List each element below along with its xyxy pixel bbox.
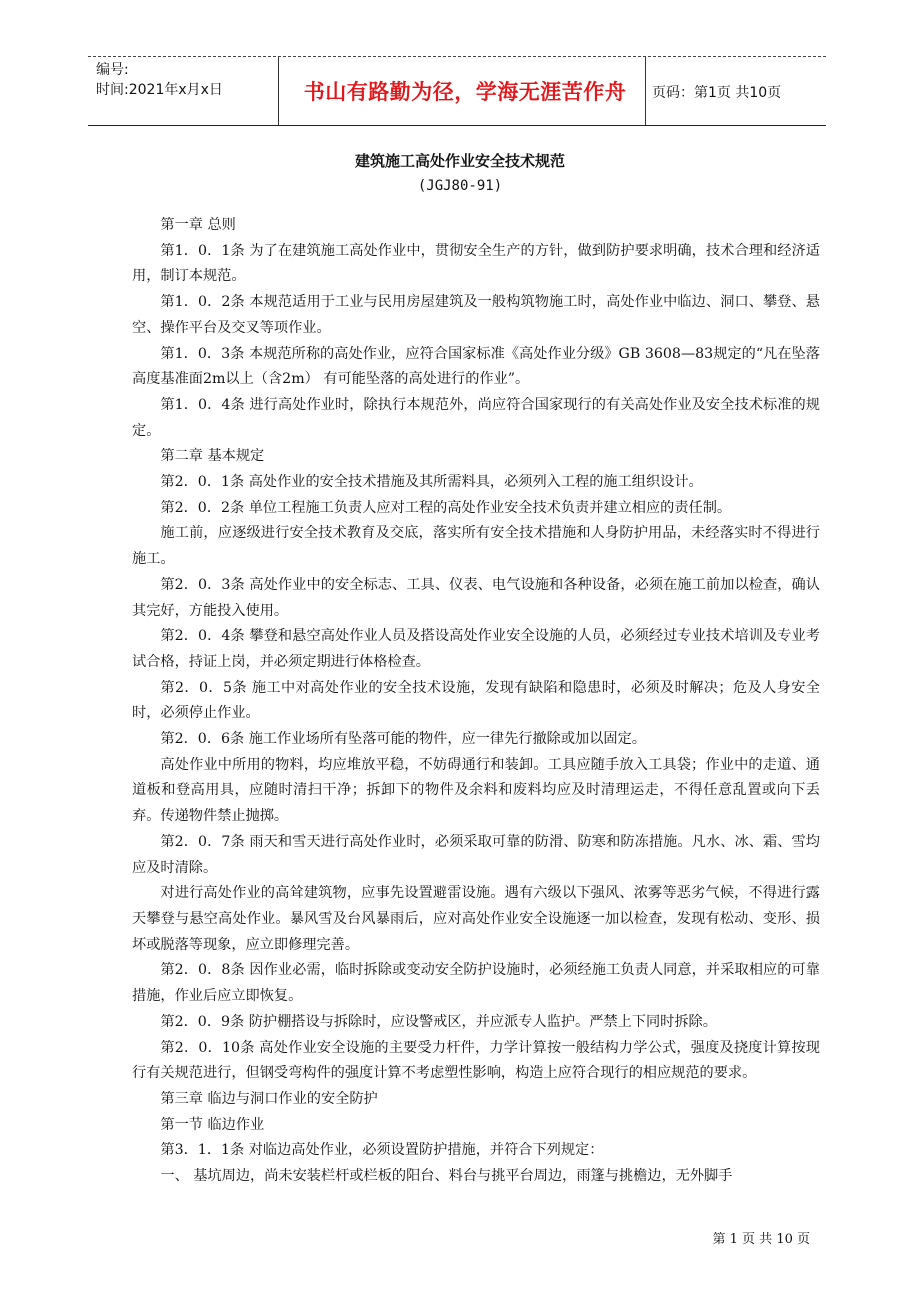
paragraph: 第2．0．9条 防护棚搭设与拆除时，应设警戒区，并应派专人监护。严禁上下同时拆除。	[160, 1013, 717, 1030]
paragraph: 一、 基坑周边，尚未安装栏杆或栏板的阳台、料台与挑平台周边，雨篷与挑檐边，无外脚手	[160, 1168, 733, 1185]
header-divider-left	[278, 57, 279, 125]
header-page-info: 页码：第1页 共10页	[652, 85, 782, 101]
paragraph: 第2．0．10条 高处作业安全设施的主要受力杆件，力学计算按一般结构力学公式，强度及挠度计算按现行有关规范进行，但钢受弯构件的强度计算不考虑塑性影响，构造上应符合现行的相应规范的要求。	[132, 1039, 820, 1082]
paragraph: 高处作业中所用的物料，均应堆放平稳，不妨碍通行和装卸。工具应随手放入工具袋；作业中的走道、通道板和登高用具，应随时清扫干净；拆卸下的物件及余料和废料均应及时清理运走，不得任意乱置或向下丢弃。传递物件禁止抛掷。	[132, 756, 820, 825]
paragraph: 对进行高处作业的高耸建筑物，应事先设置避雷设施。遇有六级以下强风、浓雾等恶劣气候，不得进行露天攀登与悬空高处作业。暴风雪及台风暴雨后，应对高处作业安全设施逐一加以检查，发现有松动、变形、损坏或脱落等现象，应立即修理完善。	[132, 885, 820, 953]
document-body	[132, 213, 820, 1190]
paragraph: 第一章 总则	[160, 217, 236, 233]
paragraph: 第二章 基本规定	[160, 448, 265, 465]
header-time-label: 时间:2021年x月x日	[96, 82, 223, 98]
paragraph: 第2．0．3条 高处作业中的安全标志、工具、仪表、电气设施和各种设备，必须在施工前加以检查，确认其完好，方能投入使用。	[132, 576, 820, 619]
document-title: 建筑施工高处作业安全技术规范	[354, 152, 565, 170]
paragraph: 第一节 临边作业	[160, 1116, 265, 1133]
paragraph: 第1．0．3条 本规范所称的高处作业，应符合国家标准《高处作业分级》GB 3608—83规定的“凡在坠落高度基准面2m以上（含2m） 有可能坠落的高处进行的作业”。	[132, 345, 820, 388]
paragraph: 第2．0．4条 攀登和悬空高处作业人员及搭设高处作业安全设施的人员，必须经过专业技术培训及专业考试合格，持证上岗，并必须定期进行体格检查。	[132, 628, 820, 670]
paragraph: 第三章 临边与洞口作业的安全防护	[160, 1090, 378, 1107]
paragraph: 第1．0．2条 本规范适用于工业与民用房屋建筑及一般构筑物施工时，高处作业中临边、洞口、攀登、悬空、操作平台及交叉等项作业。	[132, 294, 820, 336]
header-bottom-rule	[88, 125, 826, 126]
document-code: (JGJ80-91)	[417, 178, 503, 194]
paragraph: 第2．0．5条 施工中对高处作业的安全技术设施，发现有缺陷和隐患时，必须及时解决；危及人身安全时，必须停止作业。	[132, 679, 820, 722]
header-divider-right	[645, 57, 646, 125]
header-meta	[96, 60, 223, 100]
header-number-label: 编号:	[96, 62, 129, 78]
footer-page-info: 第 1 页 共 10 页	[712, 1232, 810, 1247]
paragraph: 第2．0．8条 因作业必需，临时拆除或变动安全防护设施时，必须经施工负责人同意，并采取相应的可靠措施，作业后应立即恢复。	[132, 962, 820, 1005]
paragraph: 施工前，应逐级进行安全技术教育及交底，落实所有安全技术措施和人身防护用品，未经落实时不得进行施工。	[132, 525, 820, 568]
header-top-rule	[88, 56, 826, 57]
header-motto: 书山有路勤为径，学海无涯苦作舟	[303, 80, 627, 104]
paragraph: 第2．0．2条 单位工程施工负责人应对工程的高处作业安全技术负责并建立相应的责任制。	[160, 499, 732, 516]
paragraph: 第2．0．7条 雨天和雪天进行高处作业时，必须采取可靠的防滑、防寒和防冻措施。凡水、冰、霜、雪均应及时清除。	[132, 833, 820, 876]
paragraph: 第3．1．1条 对临边高处作业，必须设置防护措施，并符合下列规定：	[160, 1142, 604, 1159]
paragraph: 第1．0．1条 为了在建筑施工高处作业中，贯彻安全生产的方针，做到防护要求明确，技术合理和经济适用，制订本规范。	[132, 242, 820, 285]
paragraph: 第2．0．1条 高处作业的安全技术措施及其所需料具，必须列入工程的施工组织设计。	[160, 474, 703, 491]
paragraph: 第1．0．4条 进行高处作业时，除执行本规范外，尚应符合国家现行的有关高处作业及安全技术标准的规定。	[132, 396, 820, 439]
paragraph: 第2．0．6条 施工作业场所有坠落可能的物件，应一律先行撤除或加以固定。	[160, 731, 646, 748]
